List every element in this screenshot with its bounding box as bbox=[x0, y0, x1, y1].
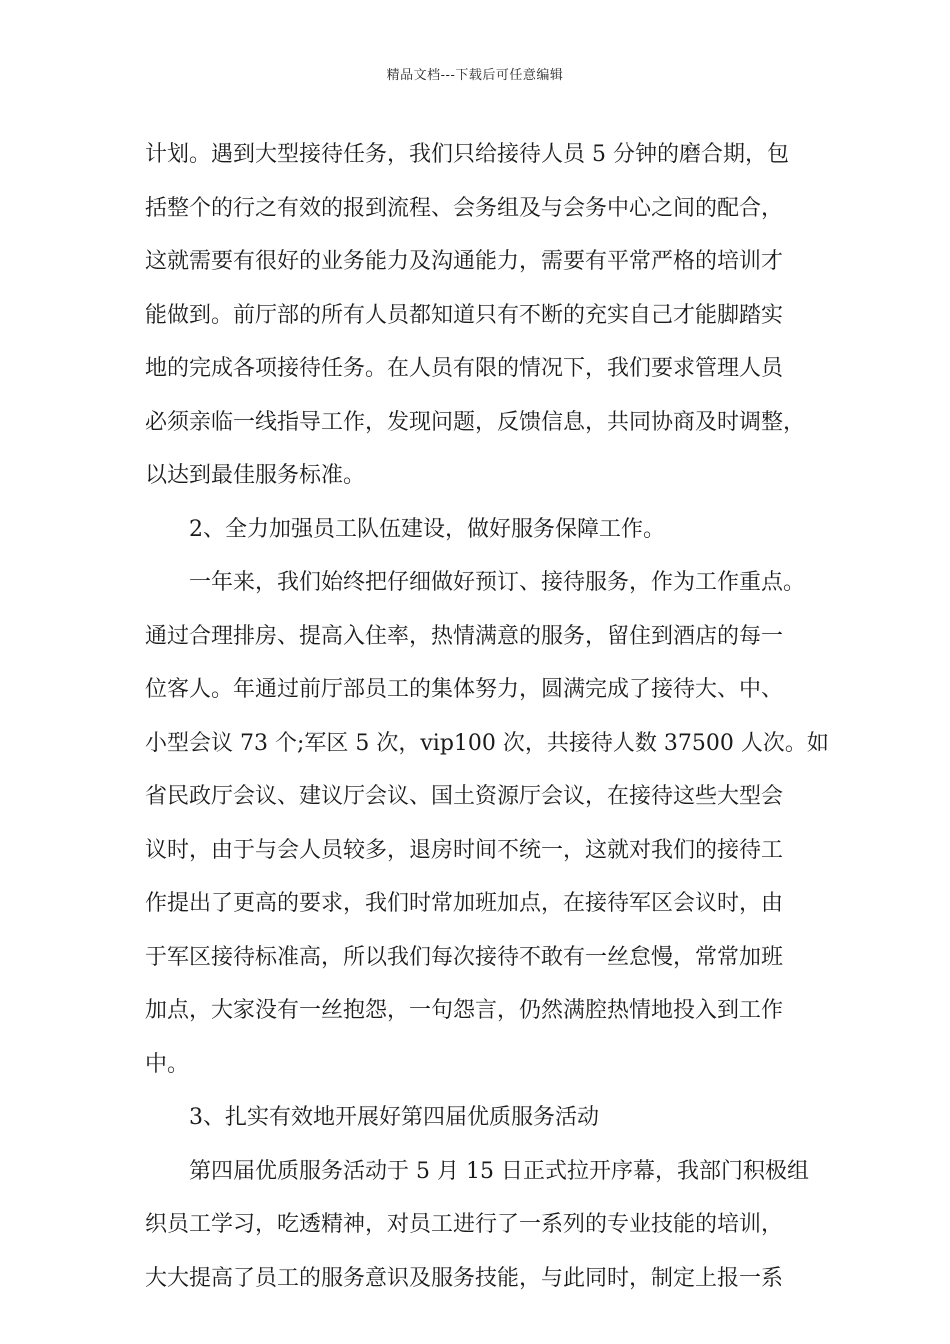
body-line: 一年来，我们始终把仔细做好预订、接待服务，作为工作重点。 bbox=[189, 570, 806, 595]
page-header: 精品文档---下载后可任意编辑 bbox=[386, 68, 564, 83]
body-line: 议时，由于与会人员较多，退房时间不统一，这就对我们的接待工 bbox=[145, 837, 784, 863]
body-line: 括整个的行之有效的报到流程、会务组及与会务中心之间的配合， bbox=[145, 195, 784, 221]
body-line: 这就需要有很好的业务能力及沟通能力，需要有平常严格的培训才 bbox=[145, 249, 784, 274]
body-line: 省民政厅会议、建议厅会议、国土资源厅会议，在接待这些大型会 bbox=[145, 784, 784, 809]
body-line: 能做到。前厅部的所有人员都知道只有不断的充实自己才能脚踏实 bbox=[145, 302, 784, 328]
body-line: 计划。遇到大型接待任务，我们只给接待人员 5 分钟的磨合期，包 bbox=[145, 142, 789, 167]
body-line: 以达到最佳服务标准。 bbox=[145, 463, 366, 488]
body-line: 作提出了更高的要求，我们时常加班加点，在接待军区会议时，由 bbox=[145, 891, 784, 916]
section-heading: 2、全力加强员工队伍建设，做好服务保障工作。 bbox=[189, 516, 665, 542]
body-line: 大大提高了员工的服务意识及服务技能，与此同时，制定上报一系 bbox=[145, 1265, 784, 1291]
body-line: 位客人。年通过前厅部员工的集体努力，圆满完成了接待大、中、 bbox=[145, 677, 784, 702]
body-line: 地的完成各项接待任务。在人员有限的情况下，我们要求管理人员 bbox=[145, 356, 784, 381]
body-line: 加点，大家没有一丝抱怨，一句怨言，仍然满腔热情地投入到工作 bbox=[145, 998, 784, 1023]
body-line: 于军区接待标准高，所以我们每次接待不敢有一丝怠慢，常常加班 bbox=[145, 944, 784, 970]
document-body bbox=[145, 128, 829, 1305]
body-line: 通过合理排房、提高入住率，热情满意的服务，留住到酒店的每一 bbox=[145, 623, 784, 649]
body-line: 第四届优质服务活动于 5 月 15 日正式拉开序幕，我部门积极组 bbox=[189, 1158, 809, 1184]
body-line: 中。 bbox=[145, 1051, 190, 1077]
body-line: 织员工学习，吃透精神，对员工进行了一系列的专业技能的培训， bbox=[145, 1212, 784, 1237]
body-line: 小型会议 73 个;军区 5 次，vip100 次，共接待人数 37500 人次。如 bbox=[145, 730, 829, 756]
section-heading: 3、扎实有效地开展好第四届优质服务活动 bbox=[189, 1105, 599, 1130]
body-line: 必须亲临一线指导工作，发现问题，反馈信息，共同协商及时调整， bbox=[145, 409, 806, 435]
